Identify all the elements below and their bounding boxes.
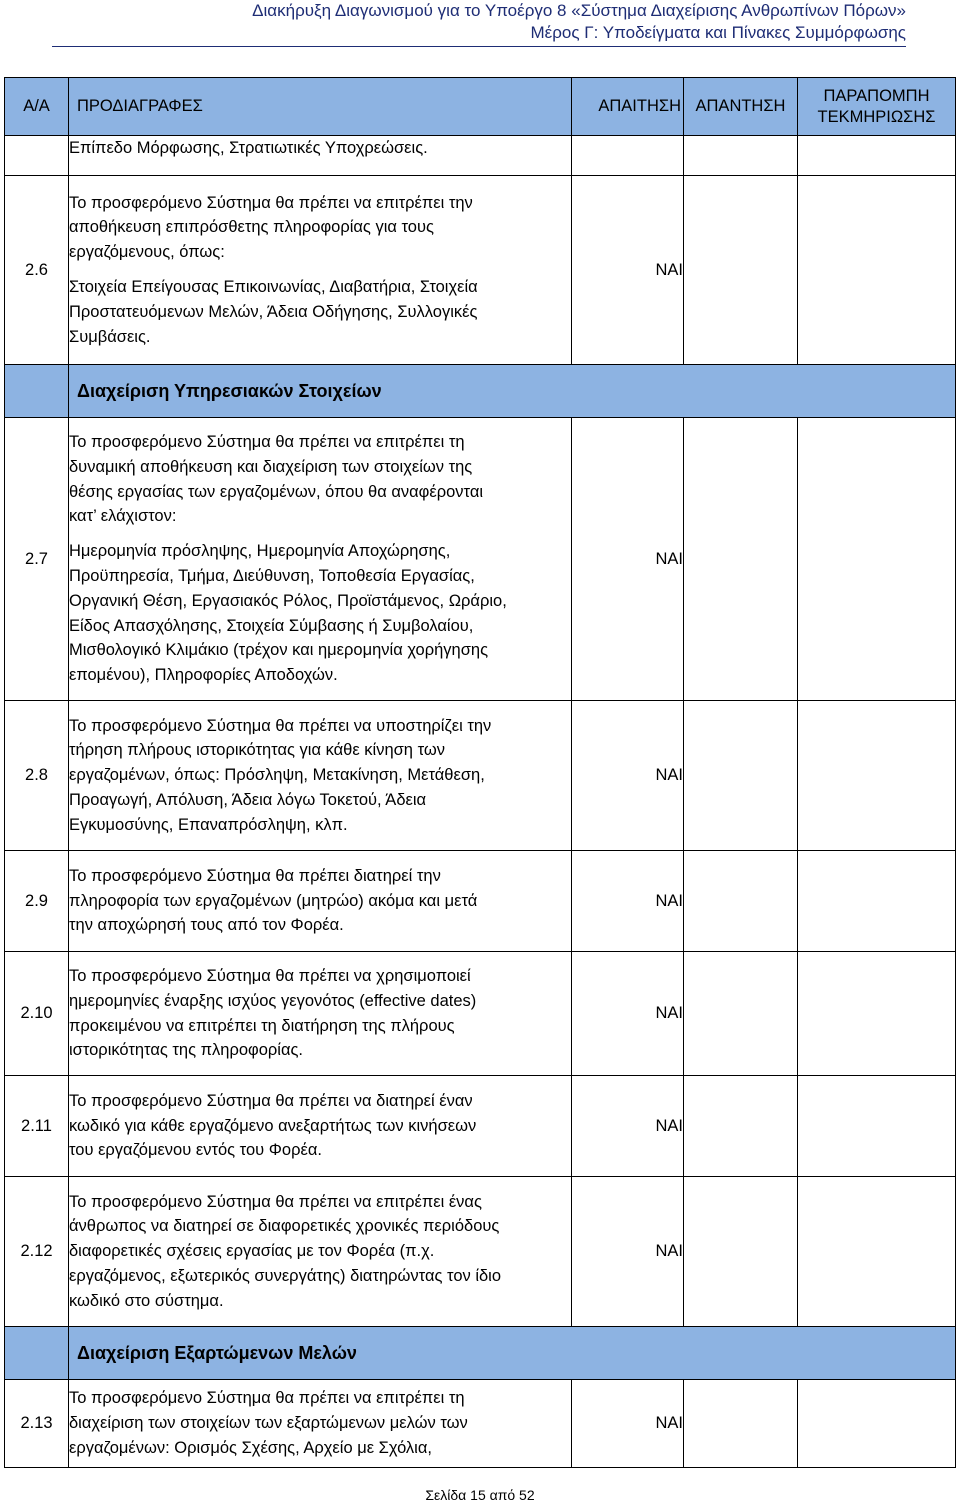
column-header-reference-line1: ΠΑΡΑΠΟΜΠΗ bbox=[823, 86, 930, 105]
spec-line: Επίπεδο Μόρφωσης, Στρατιωτικές Υποχρεώσεις. bbox=[69, 139, 428, 157]
row-reference-cell bbox=[798, 1177, 956, 1327]
spec-line: κωδικό στο σύστημα. bbox=[69, 1291, 224, 1310]
section-row-dependents bbox=[5, 1327, 956, 1380]
spec-line: διαφορετικές σχέσεις εργασίας με τον Φορέα (π.χ. bbox=[69, 1242, 435, 1261]
spec-line: Συμβάσεις. bbox=[69, 327, 151, 346]
row-reference-cell bbox=[798, 952, 956, 1076]
row-reference-cell bbox=[798, 701, 956, 851]
section-blank-cell bbox=[5, 1327, 69, 1380]
spec-line: Το προσφερόμενο Σύστημα θα πρέπει να επιτρέπει την bbox=[69, 193, 473, 212]
spec-line: Προστατευόμενων Μελών, Άδεια Οδήγησης, Συλλογικές bbox=[69, 302, 478, 321]
row-reference-cell bbox=[798, 851, 956, 952]
spec-line: Το προσφερόμενο Σύστημα θα πρέπει να διατηρεί έναν bbox=[69, 1091, 473, 1110]
row-id: 2.8 bbox=[5, 701, 69, 851]
spec-line: Προϋπηρεσία, Τμήμα, Διεύθυνση, Τοποθεσία Εργασίας, bbox=[69, 567, 475, 585]
row-reference-cell bbox=[798, 1380, 956, 1468]
spec-line: τήρηση πλήρους ιστορικότητας για κάθε κίνηση των bbox=[69, 741, 445, 760]
row-spec-cell bbox=[69, 952, 572, 1076]
row-spec-cell bbox=[69, 851, 572, 952]
row-spec-cell bbox=[69, 1076, 572, 1177]
spec-line: Το προσφερόμενο Σύστημα θα πρέπει να επιτρέπει τη bbox=[69, 1389, 465, 1408]
spec-line: Το προσφερόμενο Σύστημα θα πρέπει διατηρεί την bbox=[69, 866, 441, 885]
row-requirement-cell bbox=[572, 136, 684, 176]
row-answer-cell bbox=[684, 418, 798, 701]
spec-line: δυναμική αποθήκευση και διαχείριση των στοιχείων της bbox=[69, 457, 473, 476]
spec-line: ιστορικότητας της πληροφορίας. bbox=[69, 1041, 304, 1060]
row-answer-cell bbox=[684, 952, 798, 1076]
table-row-2-9 bbox=[5, 851, 956, 952]
spec-line: διαχείριση των στοιχείων των εξαρτώμενων μελών των bbox=[69, 1414, 468, 1433]
column-header-aa: Α/Α bbox=[5, 78, 69, 136]
spec-line: εργαζομένων: Ορισμός Σχέσης, Αρχείο με Σχόλια, bbox=[69, 1438, 432, 1457]
spec-line: την αποχώρησή τους από τον Φορέα. bbox=[69, 916, 344, 935]
row-spec-cell bbox=[69, 176, 572, 365]
row-reference-cell bbox=[798, 136, 956, 176]
header-title: Διακήρυξη Διαγωνισμού για το Υποέργο 8 «Σύστημα Διαχείρισης Ανθρωπίνων Πόρων» bbox=[252, 1, 906, 20]
row-spec-cell bbox=[69, 418, 572, 701]
spec-line: εργαζόμενος, εξωτερικός συνεργάτης) διατηρώντας τον ίδιο bbox=[69, 1266, 502, 1285]
compliance-table bbox=[4, 77, 956, 1468]
row-spec-cell bbox=[69, 1177, 572, 1327]
row-spec-cell bbox=[69, 701, 572, 851]
row-requirement: ΝΑΙ bbox=[572, 1076, 684, 1177]
table-header-row bbox=[5, 78, 956, 136]
row-id: 2.11 bbox=[5, 1076, 69, 1177]
spec-line: εργαζόμενους, όπως: bbox=[69, 243, 225, 262]
column-header-answer: ΑΠΑΝΤΗΣΗ bbox=[684, 78, 798, 136]
row-id-cell bbox=[5, 136, 69, 176]
row-requirement: ΝΑΙ bbox=[572, 418, 684, 701]
row-reference-cell bbox=[798, 1076, 956, 1177]
spec-line: Το προσφερόμενο Σύστημα θα πρέπει να επιτρέπει τη bbox=[69, 433, 465, 452]
section-row-service bbox=[5, 365, 956, 418]
spec-line: εργαζομένων, όπως: Πρόσληψη, Μετακίνηση, Μετάθεση, bbox=[69, 766, 485, 785]
spec-line: Ημερομηνία πρόσληψης, Ημερομηνία Αποχώρησης, bbox=[69, 542, 451, 561]
spec-line: Είδος Απασχόλησης, Στοιχεία Σύμβασης ή Συμβολαίου, bbox=[69, 616, 474, 635]
spec-line: αποθήκευση επιπρόσθετης πληροφορίας για τους bbox=[69, 218, 434, 237]
spec-line: Στοιχεία Επείγουσας Επικοινωνίας, Διαβατήρια, Στοιχεία bbox=[69, 278, 478, 296]
spec-line: άνθρωπος να διατηρεί σε διαφορετικές χρονικές περιόδους bbox=[69, 1217, 500, 1236]
column-header-requirement: ΑΠΑΙΤΗΣΗ bbox=[572, 78, 684, 136]
page-header bbox=[0, 0, 906, 47]
spec-line: επομένου), Πληροφορίες Αποδοχών. bbox=[69, 666, 338, 685]
row-spec-cell bbox=[69, 1380, 572, 1468]
column-header-reference bbox=[798, 78, 956, 136]
table-row-continuation bbox=[5, 136, 956, 176]
table-row-2-6 bbox=[5, 176, 956, 365]
row-requirement: ΝΑΙ bbox=[572, 851, 684, 952]
spec-line: πληροφορία των εργαζομένων (μητρώο) ακόμα και μετά bbox=[69, 891, 478, 910]
row-id: 2.13 bbox=[5, 1380, 69, 1468]
spec-line: Προαγωγή, Απόλυση, Άδεια λόγω Τοκετού, Άδεια bbox=[69, 790, 427, 809]
row-answer-cell bbox=[684, 176, 798, 365]
table-row-2-8 bbox=[5, 701, 956, 851]
spec-line: Εγκυμοσύνης, Επαναπρόσληψη, κλπ. bbox=[69, 815, 348, 834]
row-answer-cell bbox=[684, 1380, 798, 1468]
spec-line: του εργαζόμενου εντός του Φορέα. bbox=[69, 1141, 322, 1160]
header-rule bbox=[52, 46, 906, 47]
spec-line: Μισθολογικό Κλιμάκιο (τρέχον και ημερομηνία χορήγησης bbox=[69, 641, 489, 660]
table-row-2-12 bbox=[5, 1177, 956, 1327]
header-subtitle: Μέρος Γ: Υποδείγματα και Πίνακες Συμμόρφωσης bbox=[530, 23, 906, 42]
row-id: 2.9 bbox=[5, 851, 69, 952]
row-id: 2.10 bbox=[5, 952, 69, 1076]
row-reference-cell bbox=[798, 176, 956, 365]
row-requirement: ΝΑΙ bbox=[572, 176, 684, 365]
row-id: 2.6 bbox=[5, 176, 69, 365]
table-row-2-13 bbox=[5, 1380, 956, 1468]
spec-line: Οργανική Θέση, Εργασιακός Ρόλος, Προϊστάμενος, Ωράριο, bbox=[69, 591, 507, 610]
spec-line: κωδικό για κάθε εργαζόμενο ανεξαρτήτως των κινήσεων bbox=[69, 1116, 477, 1135]
spec-line: ημερομηνίες έναρξης ισχύος γεγονότος (effective dates) bbox=[69, 991, 477, 1010]
table-row-2-10 bbox=[5, 952, 956, 1076]
spec-line: κατ’ ελάχιστον: bbox=[69, 507, 177, 526]
page-number: Σελίδα 15 από 52 bbox=[425, 1487, 535, 1503]
table-row-2-11 bbox=[5, 1076, 956, 1177]
spec-line: προκειμένου να επιτρέπει τη διατήρηση της πλήρους bbox=[69, 1016, 455, 1035]
section-title-dependents: Διαχείριση Εξαρτώμενων Μελών bbox=[69, 1327, 956, 1380]
row-answer-cell bbox=[684, 701, 798, 851]
row-answer-cell bbox=[684, 1177, 798, 1327]
column-header-reference-line2: ΤΕΚΜΗΡΙΩΣΗΣ bbox=[817, 107, 936, 126]
section-title-service: Διαχείριση Υπηρεσιακών Στοιχείων bbox=[69, 365, 956, 418]
row-answer-cell bbox=[684, 1076, 798, 1177]
row-requirement: ΝΑΙ bbox=[572, 701, 684, 851]
spec-line: Το προσφερόμενο Σύστημα θα πρέπει να υποστηρίζει την bbox=[69, 716, 492, 735]
table-row-2-7 bbox=[5, 418, 956, 701]
row-id: 2.12 bbox=[5, 1177, 69, 1327]
section-blank-cell bbox=[5, 365, 69, 418]
row-requirement: ΝΑΙ bbox=[572, 952, 684, 1076]
spec-line: Το προσφερόμενο Σύστημα θα πρέπει να χρησιμοποιεί bbox=[69, 966, 471, 985]
row-requirement: ΝΑΙ bbox=[572, 1177, 684, 1327]
spec-line: θέσης εργασίας των εργαζομένων, όπου θα αναφέρονται bbox=[69, 482, 484, 501]
row-answer-cell bbox=[684, 851, 798, 952]
row-reference-cell bbox=[798, 418, 956, 701]
row-id: 2.7 bbox=[5, 418, 69, 701]
column-header-spec: ΠΡΟΔΙΑΓΡΑΦΕΣ bbox=[69, 78, 572, 136]
row-requirement: ΝΑΙ bbox=[572, 1380, 684, 1468]
spec-line: Το προσφερόμενο Σύστημα θα πρέπει να επιτρέπει ένας bbox=[69, 1192, 482, 1211]
row-answer-cell bbox=[684, 136, 798, 176]
row-spec-cell bbox=[69, 136, 572, 176]
